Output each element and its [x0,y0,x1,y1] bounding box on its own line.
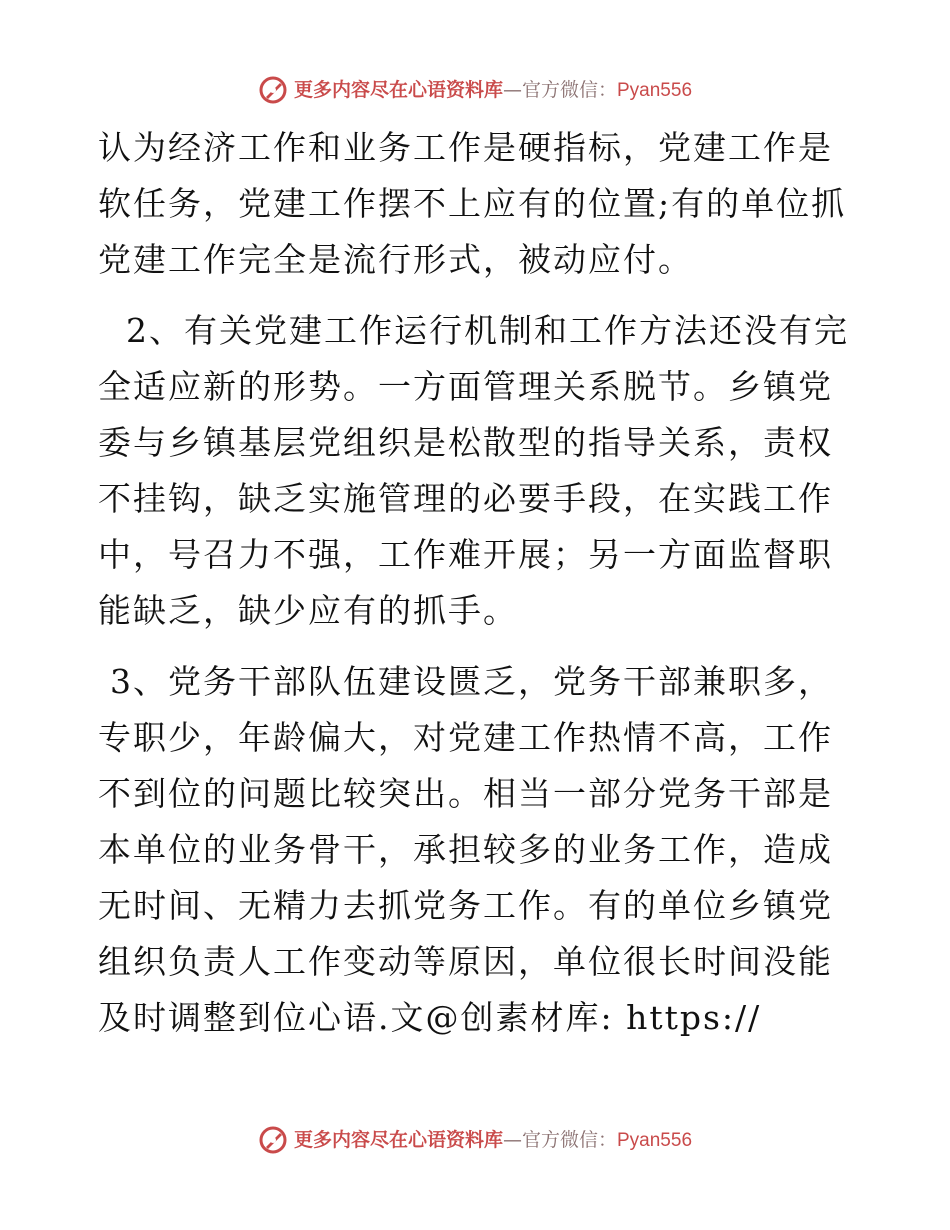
footer-separator: — [502,1128,522,1151]
paragraph-1: 认为经济工作和业务工作是硬指标，党建工作是软任务，党建工作摆不上应有的位置;有的单位抓党建工作完全是流行形式，被动应付。 [98,128,847,279]
document-body [98,120,858,1046]
paragraph-2: 2、有关党建工作运行机制和工作方法还没有完全适应新的形势。一方面管理关系脱节。乡镇党委与乡镇基层党组织是松散型的指导关系，责权不挂钩，缺乏实施管理的必要手段，在实践工作中，号召力不强，工作难开展；另一方面监督职能缺乏，缺少应有的抓手。 [98,311,849,630]
quill-circle-icon [258,75,288,105]
footer-wechat-id: Pyan556 [617,1129,693,1151]
footer-site-text: 更多内容尽在心语资料库 [293,1128,503,1151]
header-wechat-id: Pyan556 [617,79,693,101]
footer-wechat-label: 官方微信： [521,1128,617,1151]
header-site-text: 更多内容尽在心语资料库 [293,78,503,101]
header-banner [0,70,950,110]
header-wechat-label: 官方微信： [521,78,617,101]
quill-circle-icon [258,1125,288,1155]
header-separator: — [502,78,522,101]
footer-banner [0,1120,950,1160]
paragraph-3: 3、党务干部队伍建设匮乏，党务干部兼职多，专职少，年龄偏大，对党建工作热情不高，工作不到位的问题比较突出。相当一部分党务干部是本单位的业务骨干，承担较多的业务工作，造成无时间、无精力去抓党务工作。有的单位乡镇党组织负责人工作变动等原因，单位很长时间没能及时调整到位心语.文@创素材库: https:// [98,662,833,1037]
